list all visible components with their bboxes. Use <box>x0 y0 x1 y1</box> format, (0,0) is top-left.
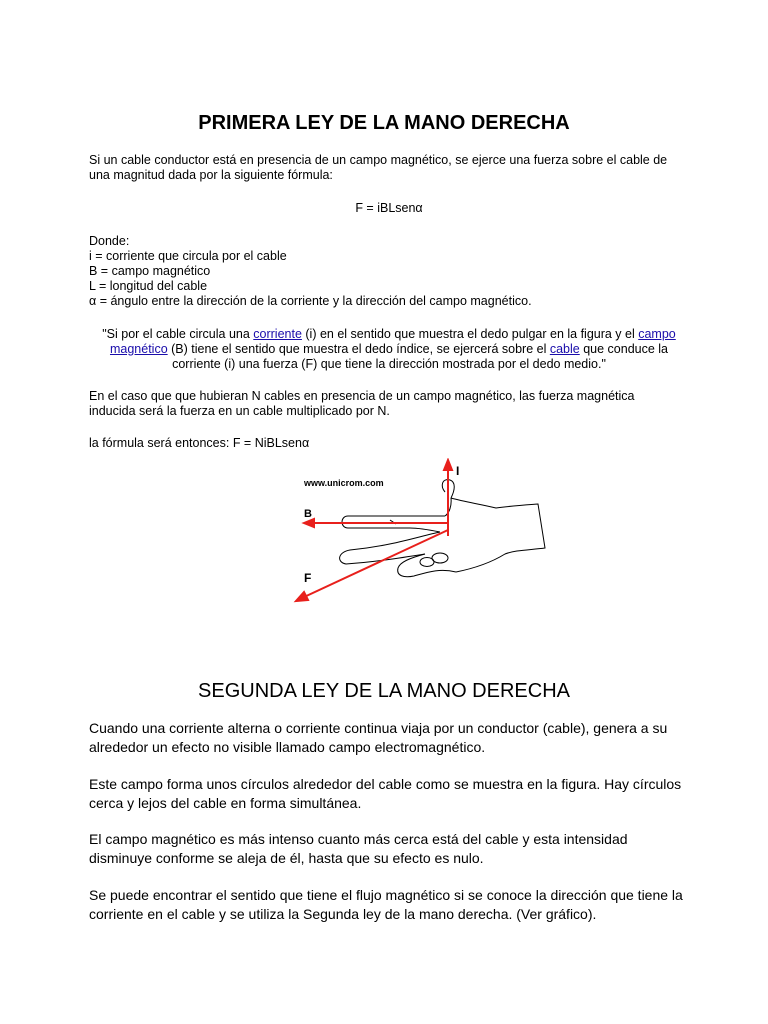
s2-paragraph-2 <box>89 775 699 813</box>
s2-p4-line-1: Se puede encontrar el sentido que tiene el flujo magnético si se conoce la dirección que tiene la <box>89 887 683 903</box>
intro-line-2: una magnitud dada por la siguiente fórmula: <box>89 168 333 182</box>
watermark-text: www.unicrom.com <box>304 478 384 488</box>
def-l: L = longitud del cable <box>89 279 208 293</box>
right-hand-figure <box>280 458 570 606</box>
s2-p2-line-2: cerca y lejos del cable en forma simultánea. <box>89 795 362 811</box>
s2-paragraph-1 <box>89 719 699 757</box>
force-arrowhead <box>296 592 308 601</box>
force-arrow <box>302 530 448 598</box>
s2-p2-line-1: Este campo forma unos círculos alrededor del cable como se muestra en la figura. Hay círculos <box>89 776 682 792</box>
quote-line-3: corriente (i) una fuerza (F) que tiene la dirección mostrada por el dedo medio." <box>172 357 606 371</box>
field-arrowhead <box>304 519 314 527</box>
s2-paragraph-4 <box>89 886 699 924</box>
s2-p4-line-2: corriente en el cable y se utiliza la Segunda ley de la mano derecha. (Ver gráfico). <box>89 906 597 922</box>
s2-paragraph-3 <box>89 830 699 868</box>
link-corriente[interactable]: corriente <box>253 327 302 341</box>
label-b: B <box>304 508 312 520</box>
hand-outline <box>340 480 545 577</box>
link-magnetico[interactable]: magnético <box>109 342 168 356</box>
definitions <box>89 234 689 309</box>
n-cables-line-1: En el caso que que hubieran N cables en presencia de un campo magnético, las fuerza magnética <box>89 389 635 403</box>
donde-label: Donde: <box>89 234 130 248</box>
intro-line-1: Si un cable conductor está en presencia de un campo magnético, se ejerce una fuerza sobre el cable de <box>89 153 668 167</box>
quote-paragraph <box>89 327 689 372</box>
link-cable[interactable]: cable <box>549 342 580 356</box>
def-i: i = corriente que circula por el cable <box>89 249 287 263</box>
n-cables-line-2: inducida será la fuerza en un cable multiplicado por N. <box>89 404 390 418</box>
s2-p3-line-2: disminuye conforme se aleja de él, hasta que su efecto es nulo. <box>89 850 484 866</box>
def-b: B = campo magnético <box>89 264 211 278</box>
intro-paragraph <box>89 153 689 183</box>
label-i: I <box>456 464 460 478</box>
quote-line-2: magnético (B) tiene el sentido que muestra el dedo índice, se ejercerá sobre el cable que conduce la <box>109 342 668 356</box>
right-hand-diagram <box>280 458 570 606</box>
quote-line-1: "Si por el cable circula una corriente (i) en el sentido que muestra el dedo pulgar en la figura y el campo <box>102 327 676 341</box>
section1-title: PRIMERA LEY DE LA MANO DERECHA <box>198 112 570 134</box>
formula-n: la fórmula será entonces: F = NiBLsenα <box>89 436 310 450</box>
formula: F = iBLsenα <box>355 201 423 215</box>
link-campo[interactable]: campo <box>638 327 676 341</box>
s2-p3-line-1: El campo magnético es más intenso cuanto más cerca está del cable y esta intensidad <box>89 831 628 847</box>
s2-p1-line-1: Cuando una corriente alterna o corriente continua viaja por un conductor (cable), genera a su <box>89 720 668 736</box>
label-f: F <box>304 571 312 585</box>
def-alpha: α = ángulo entre la dirección de la corriente y la dirección del campo magnético. <box>89 294 532 308</box>
s2-p1-line-2: alrededor un efecto no visible llamado campo electromagnético. <box>89 739 486 755</box>
n-cables-paragraph <box>89 389 689 419</box>
current-arrowhead <box>444 460 452 470</box>
section2-title: SEGUNDA LEY DE LA MANO DERECHA <box>198 680 570 702</box>
